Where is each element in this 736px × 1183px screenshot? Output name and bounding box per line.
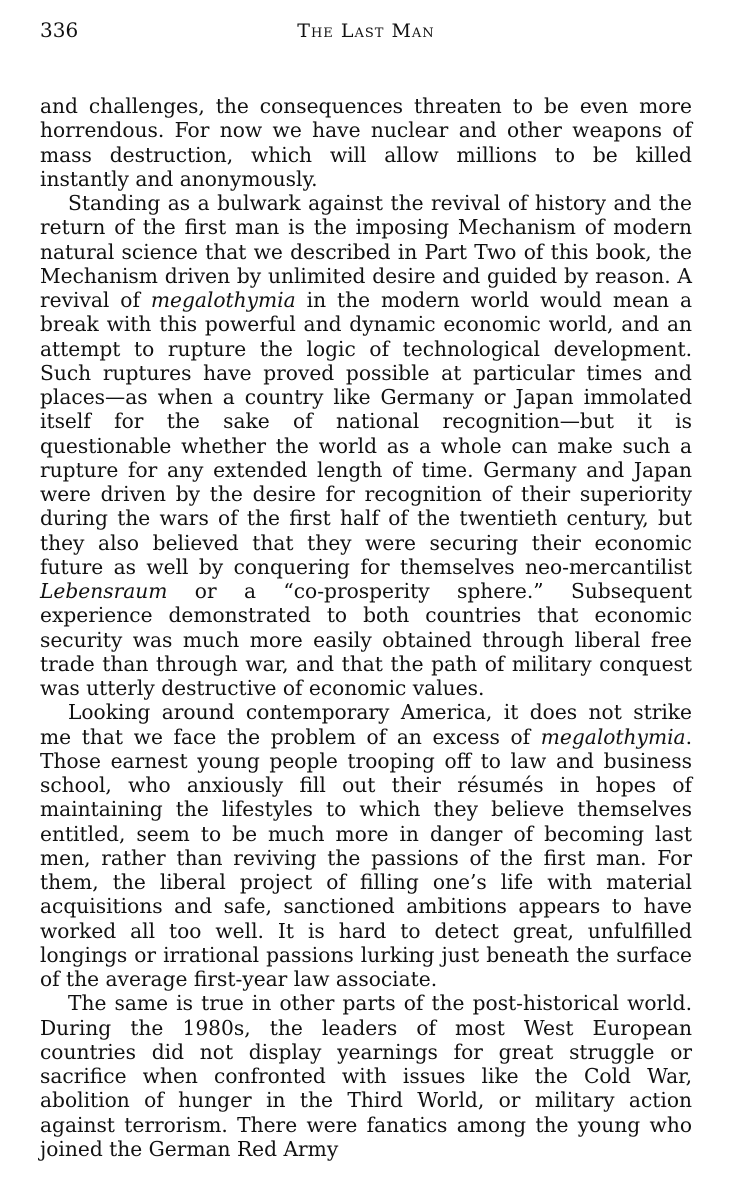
paragraph: [40, 991, 692, 1161]
text-segment: Standing as a bulwark against the revival of history and the return of the first man is the imposing Mechanism of modern natural science that we described in Part Two of this book, the Mechanism driven by unlimited desire and guided by reason. A revival of: [40, 191, 692, 312]
italic-term: megalothymia: [540, 724, 686, 749]
italic-term: megalothymia: [150, 288, 296, 312]
running-title: The Last Man: [297, 20, 435, 42]
text-segment: The same is true in other parts of the post-historical world. During the 1980s, the leaders of most West European countries did not display yearnings for great struggle or sacrifice when confronted with issues like the Cold War, abolition of hunger in the Third World, or military action against terrorism. There were fanatics among the young who joined the German Red Army: [40, 991, 692, 1161]
italic-term: Lebensraum: [40, 579, 168, 603]
running-head: [40, 14, 692, 48]
paragraph: [40, 94, 692, 191]
text-segment: and challenges, the consequences threaten to be even more horrendous. For now we have nuclear and other weapons of mass destruction, which will allow millions to be killed instantly and anonymously.: [40, 94, 692, 191]
paragraph: [40, 700, 692, 991]
text-segment: . Those earnest young people trooping off to law and business school, who anxiously fill out their résumés in hopes of maintaining the lifestyles to which they believe themselves entitled, seem to be much more in danger of becoming last men, rather than reviving the passions of the first man. For them, the liberal project of filling one’s life with material acquisitions and safe, sanctioned ambitions appears to have worked all too well. It is hard to detect great, unfulfilled longings or irrational passions lurking just beneath the surface of the average first-year law associate.: [40, 724, 692, 991]
page-number: 336: [40, 18, 79, 42]
text-segment: or a “co-prosperity sphere.” Subsequent experience demonstrated to both countries that economic security was much more easily obtained through liberal free trade than through war, and that the path of military conquest was utterly destructive of economic values.: [40, 579, 692, 700]
paragraph: [40, 191, 692, 700]
text-segment: Looking around contemporary America, it does not strike me that we face the problem of an excess of: [40, 700, 692, 749]
body-text: [40, 94, 692, 1161]
text-segment: in the modern world would mean a break with this powerful and dynamic economic world, and an attempt to rupture the logic of technological development. Such ruptures have proved possible at particular times and places—as when a country like Germany or Japan immolated itself for the sake of national recognition—but it is questionable whether the world as a whole can make such a rupture for any extended length of time. Germany and Japan were driven by the desire for recognition of their superiority during the wars of the first half of the twentieth century, but they also believed that they were securing their economic future as well by conquering for themselves neo-mercantilist: [40, 288, 692, 579]
